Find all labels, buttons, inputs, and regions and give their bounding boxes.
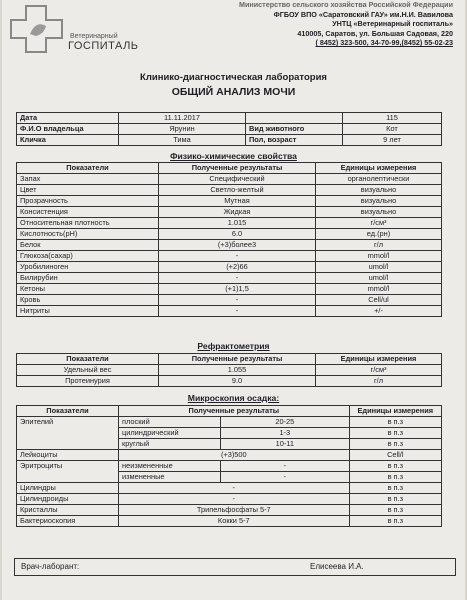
doctor-label: Врач-лаборант: xyxy=(21,562,80,571)
table-row xyxy=(17,461,442,472)
unit-cell: umol/l xyxy=(316,273,442,284)
table-row xyxy=(17,365,442,376)
header-line1: Министерство сельского хозяйства Российской Федерации xyxy=(239,0,453,9)
table-row xyxy=(17,218,442,229)
indicator-cell: Глюкоза(сахар) xyxy=(17,251,159,262)
result-cell: 1.055 xyxy=(159,365,316,376)
indicator-cell: Цвет xyxy=(17,185,159,196)
result-cell: (+1)1,5 xyxy=(159,284,316,295)
result-cell: (+3)более3 xyxy=(159,240,316,251)
unit-cell: г/см³ xyxy=(316,218,442,229)
physchem-title: Физико-химические свойства xyxy=(170,151,297,161)
table-row xyxy=(17,124,442,135)
unit-cell: в п.з xyxy=(349,494,441,505)
unit-cell: визуально xyxy=(316,185,442,196)
unit-cell: г/л xyxy=(316,240,442,251)
doctor-name: Елисеева И.А. xyxy=(310,562,364,571)
unit-cell: в п.з xyxy=(349,417,441,428)
micro-table xyxy=(16,405,442,527)
unit-cell: в п.з xyxy=(349,483,441,494)
result-cell: Специфический xyxy=(159,174,316,185)
unit-cell: ед.(рн) xyxy=(316,229,442,240)
table-row xyxy=(17,295,442,306)
indicator-cell: Эпителий xyxy=(17,417,119,450)
result-cell: 10-11 xyxy=(221,439,350,450)
document-sheet xyxy=(2,0,465,600)
analysis-number: 115 xyxy=(343,113,442,124)
refr-table xyxy=(16,353,442,387)
result-cell: - xyxy=(159,251,316,262)
table-row xyxy=(17,251,442,262)
cross-logo-icon xyxy=(8,4,66,54)
unit-cell: г/л xyxy=(316,376,442,387)
subtype-cell: плоский xyxy=(119,417,221,428)
result-cell: Светло-желтый xyxy=(159,185,316,196)
unit-cell: Cell/ul xyxy=(316,295,442,306)
unit-cell: Cell/l xyxy=(349,450,441,461)
result-cell: - xyxy=(159,273,316,284)
date-label: Дата xyxy=(17,113,119,124)
table-row xyxy=(17,273,442,284)
result-cell: Жидкая xyxy=(159,207,316,218)
result-cell: (+2)66 xyxy=(159,262,316,273)
subtype-cell: круглый xyxy=(119,439,221,450)
header-phones: ( 8452) 323-500, 34-70-99,(8452) 55-02-23 xyxy=(315,38,453,47)
table-row xyxy=(17,113,442,124)
indicator-cell: Протеинурия xyxy=(17,376,159,387)
table-row xyxy=(17,516,442,527)
species-label: Вид животного xyxy=(246,124,343,135)
result-cell: 9.0 xyxy=(159,376,316,387)
unit-cell: органолептически xyxy=(316,174,442,185)
logo-line1: Ветеринарный xyxy=(70,33,118,40)
header-line2: ФГБОУ ВПО «Саратовский ГАУ» им.Н.И. Вавилова xyxy=(273,9,453,19)
result-cell: 1.015 xyxy=(159,218,316,229)
refr-title: Рефрактометрия xyxy=(197,341,270,351)
unit-cell: mmol/l xyxy=(316,251,442,262)
nick-value: Тима xyxy=(119,135,246,146)
org-header xyxy=(153,0,453,48)
result-cell: - xyxy=(159,295,316,306)
table-header-row xyxy=(17,354,442,365)
indicator-cell: Белок xyxy=(17,240,159,251)
col-header: Полученные результаты xyxy=(159,163,316,174)
indicator-cell: Цилиндры xyxy=(17,483,119,494)
indicator-cell: Билирубин xyxy=(17,273,159,284)
result-cell: 20-25 xyxy=(221,417,350,428)
logo-line2: ГОСПИТАЛЬ xyxy=(68,40,139,52)
unit-cell: в п.з xyxy=(349,472,441,483)
unit-cell: визуально xyxy=(316,207,442,218)
col-header: Единицы измерения xyxy=(316,354,442,365)
result-cell: - xyxy=(221,472,350,483)
indicator-cell: Относительная плотность xyxy=(17,218,159,229)
indicator-cell: Консистенция xyxy=(17,207,159,218)
owner-label: Ф.И.О владельца xyxy=(17,124,119,135)
result-cell: (+3)500 xyxy=(119,450,350,461)
indicator-cell: Цилиндроиды xyxy=(17,494,119,505)
result-cell: 6.0 xyxy=(159,229,316,240)
table-header-row xyxy=(17,163,442,174)
info-table xyxy=(16,112,442,146)
subtype-cell: цилиндрический xyxy=(119,428,221,439)
table-row xyxy=(17,174,442,185)
unit-cell: +/- xyxy=(316,306,442,317)
physchem-table xyxy=(16,162,442,317)
indicator-cell: Эритроциты xyxy=(17,461,119,483)
unit-cell: в п.з xyxy=(349,439,441,450)
header-line3: УНТЦ «Ветеринарный госпиталь» xyxy=(332,19,453,28)
nick-label: Кличка xyxy=(17,135,119,146)
micro-title: Микроскопия осадка: xyxy=(187,393,280,403)
table-row xyxy=(17,135,442,146)
indicator-cell: Кристаллы xyxy=(17,505,119,516)
table-row xyxy=(17,262,442,273)
indicator-cell: Кетоны xyxy=(17,284,159,295)
indicator-cell: Прозрачность xyxy=(17,196,159,207)
indicator-cell: Нитриты xyxy=(17,306,159,317)
table-row xyxy=(17,450,442,461)
unit-cell: umol/l xyxy=(316,262,442,273)
table-row xyxy=(17,376,442,387)
table-header-row xyxy=(17,406,442,417)
col-header: Единицы измерения xyxy=(316,163,442,174)
table-row xyxy=(17,207,442,218)
indicator-cell: Удельный вес xyxy=(17,365,159,376)
table-row xyxy=(17,196,442,207)
unit-cell: в п.з xyxy=(349,516,441,527)
indicator-cell: Запах xyxy=(17,174,159,185)
result-cell: - xyxy=(119,483,350,494)
unit-cell: mmol/l xyxy=(316,284,442,295)
indicator-cell: Уробилиноген xyxy=(17,262,159,273)
indicator-cell: Лейкоциты xyxy=(17,450,119,461)
sexage-label: Пол, возраст xyxy=(246,135,343,146)
table-row xyxy=(17,185,442,196)
date-value: 11.11.2017 xyxy=(119,113,246,124)
col-header: Показатели xyxy=(17,163,159,174)
header-line4: 410005, Саратов, ул. Большая Садовая, 220 xyxy=(297,28,453,38)
species-value: Кот xyxy=(343,124,442,135)
owner-value: Ярунин xyxy=(119,124,246,135)
col-header: Единицы измерения xyxy=(349,406,441,417)
result-cell: Кокки 5-7 xyxy=(119,516,350,527)
col-header: Полученные результаты xyxy=(119,406,350,417)
unit-cell: г/см³ xyxy=(316,365,442,376)
result-cell: Мутная xyxy=(159,196,316,207)
table-row xyxy=(17,240,442,251)
result-cell: - xyxy=(221,461,350,472)
table-row xyxy=(17,505,442,516)
indicator-cell: Бактериоскопия xyxy=(17,516,119,527)
hospital-logo xyxy=(8,4,138,56)
lab-title: Клинико-диагностическая лаборатория xyxy=(140,72,327,83)
info-empty-cell xyxy=(246,113,343,124)
table-row xyxy=(17,483,442,494)
unit-cell: в п.з xyxy=(349,505,441,516)
unit-cell: в п.з xyxy=(349,428,441,439)
doctor-signature-box xyxy=(14,558,456,576)
doc-title: ОБЩИЙ АНАЛИЗ МОЧИ xyxy=(171,86,296,98)
indicator-cell: Кислотность(рН) xyxy=(17,229,159,240)
subtype-cell: неизмененные xyxy=(119,461,221,472)
result-cell: 1-3 xyxy=(221,428,350,439)
subtype-cell: измененные xyxy=(119,472,221,483)
table-row xyxy=(17,494,442,505)
result-cell: - xyxy=(159,306,316,317)
indicator-cell: Кровь xyxy=(17,295,159,306)
table-row xyxy=(17,417,442,428)
result-cell: Трипельфосфаты 5-7 xyxy=(119,505,350,516)
table-row xyxy=(17,306,442,317)
table-row xyxy=(17,229,442,240)
col-header: Полученные результаты xyxy=(159,354,316,365)
col-header: Показатели xyxy=(17,354,159,365)
result-cell: - xyxy=(119,494,350,505)
table-row xyxy=(17,284,442,295)
sexage-value: 9 лет xyxy=(343,135,442,146)
unit-cell: в п.з xyxy=(349,461,441,472)
col-header: Показатели xyxy=(17,406,119,417)
unit-cell: визуально xyxy=(316,196,442,207)
